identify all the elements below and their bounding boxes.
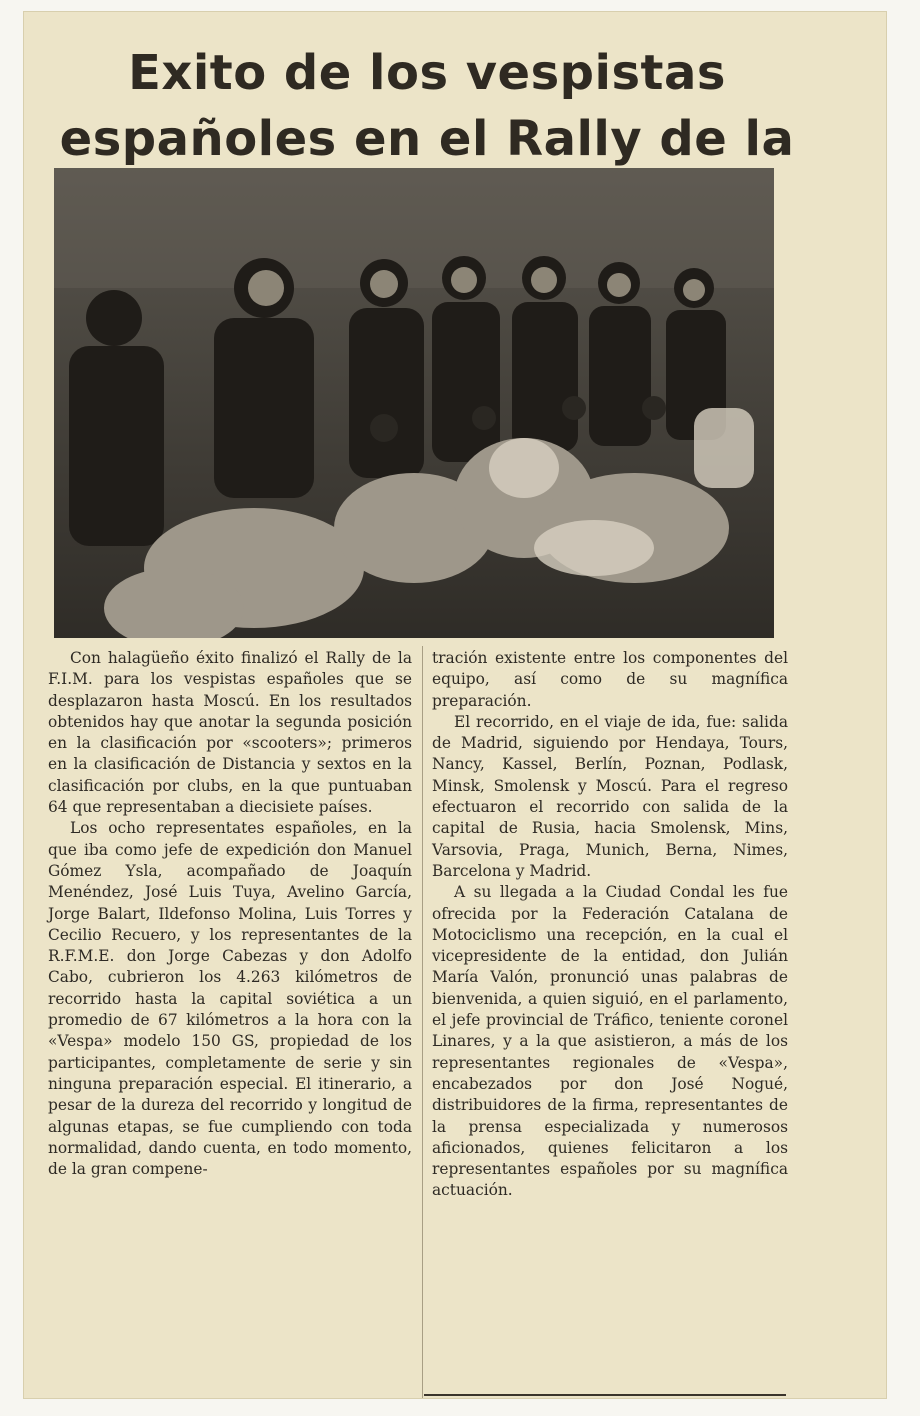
article-column-right xyxy=(432,648,788,1202)
paragraph: A su llegada a la Ciudad Condal les fue ofrecida por la Federación Catalana de Motociclismo una recepción, en la cual el vicepresidente de la entidad, don Julián María Valón, pronunció unas palabras de bienvenida, a quien siguió, en el parlamento, el jefe provincial de Tráfico, teniente coronel Linares, y a la que asistieron, a más de los representantes regionales de «Vespa», encabezados por don José Nogué, distribuidores de la firma, representantes de la prensa especializada y numerosos aficionados, quienes felicitaron a los representantes españoles por su magnífica actuación. xyxy=(432,883,788,1200)
newspaper-photo xyxy=(54,168,774,638)
bottom-rule xyxy=(424,1394,786,1396)
newspaper-clipping xyxy=(24,12,886,1398)
column-divider xyxy=(422,646,423,1398)
paragraph: Con halagüeño éxito finalizó el Rally de la F.I.M. para los vespistas españoles que se desplazaron hasta Moscú. En los resultados obtenidos hay que anotar la segunda posición en la clasificación por «scooters»; primeros en la clasificación de Distancia y sextos en la clasificación por clubs, en la que puntuaban 64 que representaban a diecisiete países. xyxy=(48,649,412,817)
paragraph: Los ocho representates españoles, en la que iba como jefe de expedición don Manuel Gómez Ysla, acompañado de Joaquín Menéndez, José Luis Tuya, Avelino García, Jorge Balart, Ildefonso Molina, Luis Torres y Cecilio Recuero, y los representantes de la R.F.M.E. don Jorge Cabezas y don Adolfo Cabo, cubrieron los 4.263 kilómetros de recorrido hasta la capital soviética a un promedio de 67 kilómetros a la hora con la «Vespa» modelo 150 GS, propiedad de los participantes, completamente de serie y sin ninguna preparación especial. El itinerario, a pesar de la dureza del recorrido y longitud de algunas etapas, se fue cumpliendo con toda normalidad, dando cuenta, en todo momento, de la gran compene- xyxy=(48,819,412,1179)
article-column-left xyxy=(48,648,412,1180)
headline: Exito de los vespistas españoles en el Rally de la xyxy=(59,45,795,167)
paragraph: tración existente entre los componentes del equipo, así como de su magnífica preparación. xyxy=(432,649,788,710)
paragraph: El recorrido, en el viaje de ida, fue: salida de Madrid, siguiendo por Hendaya, Tours, Nancy, Kassel, Berlín, Poznan, Podlask, Minsk, Smolensk y Moscú. Para el regreso efectuaron el recorrido con salida de la capital de Rusia, hacia Smolensk, Mins, Varsovia, Praga, Munich, Berna, Nimes, Barcelona y Madrid. xyxy=(432,712,788,880)
scooter-riders-photo-icon xyxy=(54,168,774,638)
